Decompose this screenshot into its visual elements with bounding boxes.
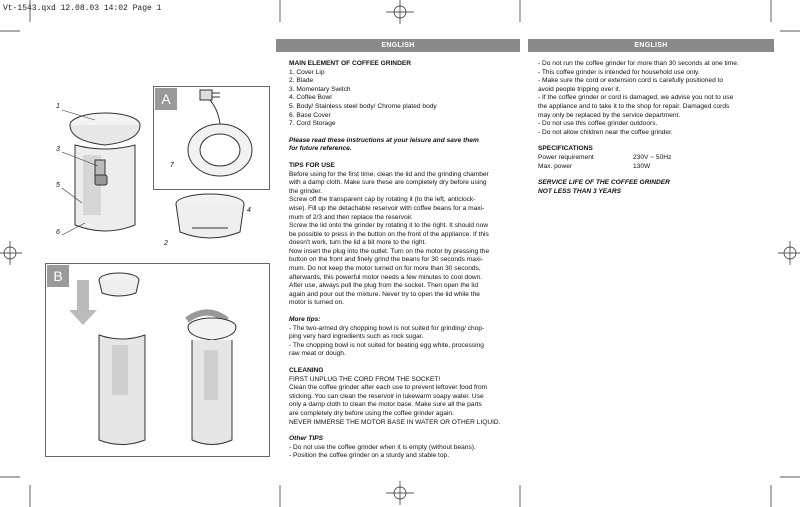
more-tips-title: More tips: bbox=[289, 316, 321, 324]
warning-line: avoid people tripping over it. bbox=[538, 85, 621, 93]
element-item: 1. Cover Lip bbox=[289, 68, 325, 76]
more-tips-line: - The two-armed dry chopping bowl is not suited for grinding/ chop- bbox=[289, 324, 485, 332]
cleaning-title: CLEANING bbox=[289, 367, 324, 374]
warning-line: - This coffee grinder is intended for household use only. bbox=[538, 68, 700, 76]
cleaning-line: FIRST UNPLUG THE CORD FROM THE SOCKET! bbox=[289, 375, 441, 383]
save-note: for future reference. bbox=[289, 145, 352, 153]
element-item: 4. Coffee Bowl bbox=[289, 94, 332, 102]
tips-line: button on the front and finely grind the beans for 30 seconds maxi- bbox=[289, 256, 483, 264]
callout-4: 4 bbox=[247, 207, 251, 214]
tips-line: mum. Do not keep the motor turned on for more than 30 seconds, bbox=[289, 265, 481, 273]
spec-row bbox=[538, 163, 774, 172]
tips-line: wise). Fill up the detachable reservoir with coffee beans for a maxi- bbox=[289, 204, 485, 212]
coffee-bowl-illustration bbox=[172, 190, 252, 250]
more-tips-line: - The chopping bowl is not suited for beating egg white, processing bbox=[289, 341, 484, 349]
main-elements-title: MAIN ELEMENT OF COFFEE GRINDER bbox=[289, 60, 411, 67]
service-life: NOT LESS THAN 3 YEARS bbox=[538, 187, 622, 195]
element-item: 2. Blade bbox=[289, 77, 314, 85]
panel-b-label: B bbox=[47, 265, 69, 287]
tips-line: Before using for the first time, clean the lid and the grinding chamber bbox=[289, 170, 489, 178]
tips-line: Now insert the plug into the outlet. Turn on the motor by pressing the bbox=[289, 247, 490, 255]
panel-a-label: A bbox=[155, 88, 177, 110]
cord-storage-illustration bbox=[158, 88, 268, 188]
callout-lines-main bbox=[60, 108, 160, 248]
print-header: Vt-1543.qxd 12.08.03 14:02 Page 1 bbox=[3, 4, 162, 13]
warning-line: - Make sure the cord or extension cord is carefully positioned to bbox=[538, 77, 724, 85]
right-column bbox=[538, 60, 774, 196]
spec-label: Power requirement bbox=[538, 153, 594, 161]
tips-line: be possible to press in the button on the front of the appliance. If this bbox=[289, 230, 489, 238]
warning-line: may only be replaced by the service department. bbox=[538, 111, 681, 119]
element-item: 7. Cord Storage bbox=[289, 120, 336, 128]
spec-row bbox=[538, 154, 774, 163]
cleaning-line: are completely dry before using the coffee grinder again. bbox=[289, 409, 454, 417]
spec-value: 230V ~ 50Hz bbox=[633, 153, 672, 161]
tips-line: After use, always pull the plug from the socket. Then open the lid bbox=[289, 282, 479, 290]
cleaning-line: sticking. You can clean the reservoir in lukewarm soapy water. Use bbox=[289, 392, 484, 400]
warning-line: - Do not use this coffee grinder outdoors. bbox=[538, 120, 658, 128]
language-bar-left: ENGLISH bbox=[276, 39, 520, 52]
other-tips-line: - Do not use the coffee grinder when it is empty (without beans). bbox=[289, 443, 476, 451]
cleaning-line: Clean the coffee grinder after each use to prevent leftover food from bbox=[289, 384, 488, 392]
other-tips-line: - Position the coffee grinder on a sturdy and stable top. bbox=[289, 452, 450, 460]
tips-line: doesn't work, turn the lid a bit more to the right. bbox=[289, 239, 427, 247]
specifications-title: SPECIFICATIONS bbox=[538, 145, 593, 153]
warning-line: - Do not allow children near the coffee grinder. bbox=[538, 128, 673, 136]
language-bar-right: ENGLISH bbox=[528, 39, 774, 52]
tips-line: afterwards, this powerful motor needs a few minutes to cool down. bbox=[289, 273, 483, 281]
callout-7: 7 bbox=[170, 162, 174, 169]
warning-line: - Do not run the coffee grinder for more than 30 seconds at one time. bbox=[538, 60, 739, 67]
tips-line: mum of 2/3 and then replace the reservoir. bbox=[289, 213, 413, 221]
tips-line: Screw off the transparent cap by rotating it (to the left, anticlock- bbox=[289, 196, 476, 204]
cleaning-line: only a damp cloth to clean the motor base. Make sure all the parts bbox=[289, 401, 482, 409]
tips-line: Screw the lid onto the grinder by rotating it to the right. It should now bbox=[289, 222, 489, 230]
element-item: 6. Base Cover bbox=[289, 111, 331, 119]
element-item: 5. Body/ Stainless steel body/ Chrome plated body bbox=[289, 102, 437, 110]
warning-line: the appliance and to take it to the shop for repair. Damaged cords bbox=[538, 102, 730, 110]
spec-label: Max. power bbox=[538, 162, 573, 170]
callout-1: 1 bbox=[56, 103, 60, 110]
assembly-illustration bbox=[47, 265, 267, 455]
tips-title: TIPS FOR USE bbox=[289, 161, 335, 169]
element-item: 3. Momentary Switch bbox=[289, 85, 351, 93]
other-tips-title: Other TIPS bbox=[289, 435, 324, 443]
callout-5: 5 bbox=[56, 182, 60, 189]
tips-line: motor is turned on. bbox=[289, 299, 344, 307]
more-tips-line: ping very hard ingredients such as rock sugar. bbox=[289, 333, 424, 341]
callout-2: 2 bbox=[164, 240, 168, 247]
more-tips-line: raw meat or dough. bbox=[289, 350, 346, 358]
save-note: Please read these instructions at your leisure and save them bbox=[289, 136, 479, 144]
cleaning-line: NEVER IMMERSE THE MOTOR BASE IN WATER OR OTHER LIQUID. bbox=[289, 418, 501, 426]
service-life: SERVICE LIFE OF THE COFFEE GRINDER bbox=[538, 179, 670, 187]
main-column bbox=[289, 60, 517, 461]
tips-line: again and pour out the mixture. Never try to open the lid while the bbox=[289, 290, 480, 298]
spec-value: 130W bbox=[633, 162, 651, 170]
warning-line: - If the coffee grinder or cord is damaged, we advise you not to use bbox=[538, 94, 734, 102]
tips-line: with a damp cloth. Make sure these are completely dry before using bbox=[289, 179, 487, 187]
callout-3: 3 bbox=[56, 146, 60, 153]
tips-line: the grinder. bbox=[289, 187, 322, 195]
callout-6: 6 bbox=[56, 229, 60, 236]
